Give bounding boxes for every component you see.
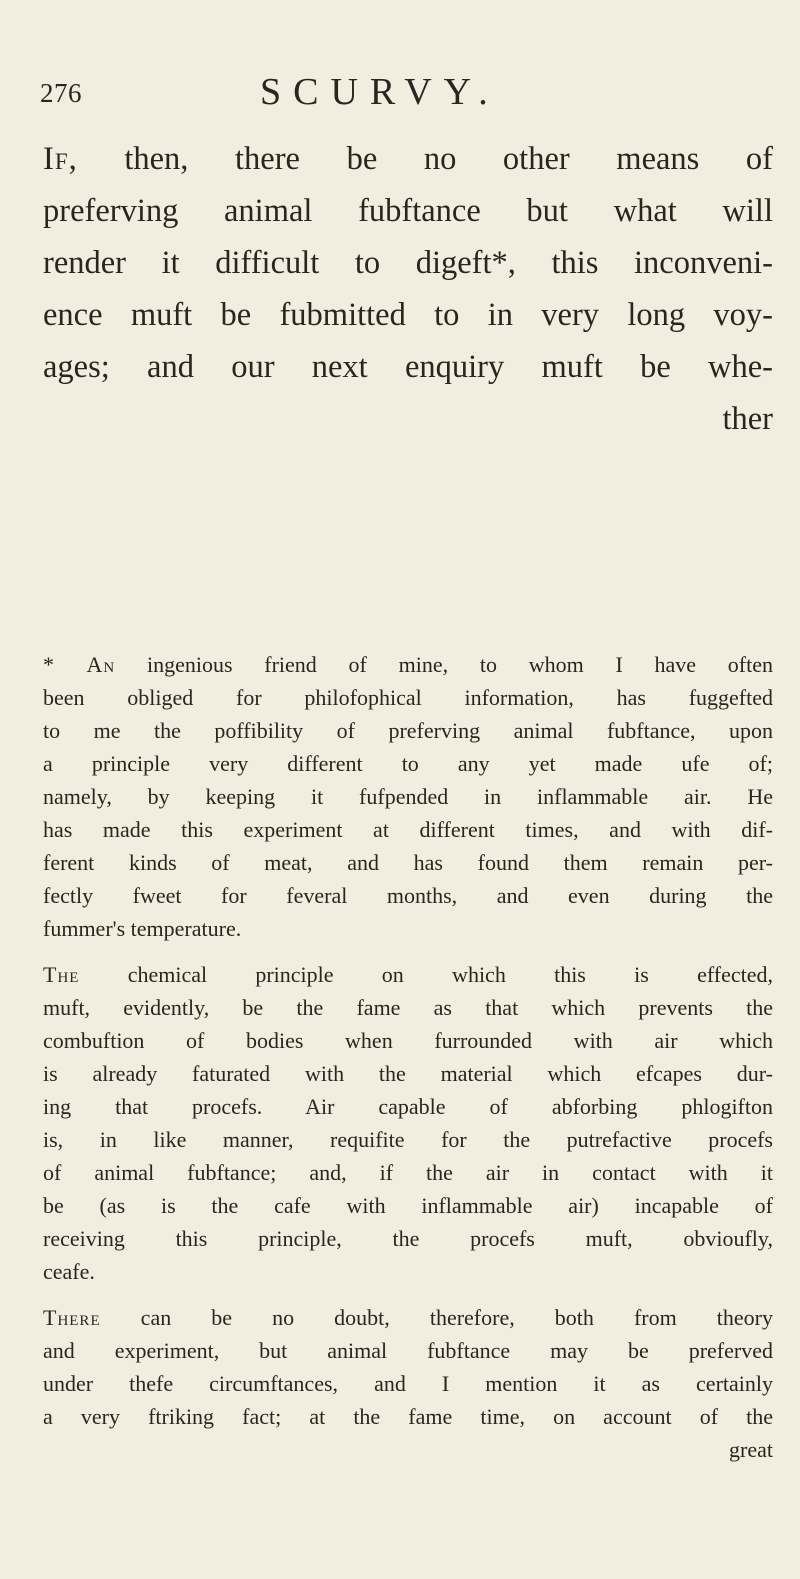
page-number: 276 <box>40 78 82 108</box>
footnote-line: been obliged for philofophical information, has fuggefted <box>43 685 773 710</box>
footnote-line: ing that procefs. Air capable of abforbing phlogifton <box>43 1094 773 1119</box>
body-line: ence muft be fubmitted to in very long voy- <box>43 297 773 333</box>
running-head <box>40 70 760 120</box>
footnote-line: There can be no doubt, therefore, both from theory <box>43 1305 773 1330</box>
footnote-line: under thefe circumftances, and I mention it as certainly <box>43 1371 773 1396</box>
body-line-last: ther <box>722 401 773 437</box>
body-line: render it difficult to digeft*, this inconveni- <box>43 245 773 281</box>
footnote-line: has made this experiment at different times, and with dif- <box>43 817 773 842</box>
footnote-line: combuftion of bodies when furrounded with air which <box>43 1028 773 1053</box>
footnote-line: fummer's temperature. <box>43 916 242 941</box>
main-body-text <box>43 133 773 445</box>
footnote-lead: * An <box>43 652 116 677</box>
footnote-lead: The <box>43 962 80 987</box>
footnote-line: is, in like manner, requifite for the putrefactive procefs <box>43 1127 773 1152</box>
footnote-line: to me the poffibility of preferving animal fubftance, upon <box>43 718 773 743</box>
footnote-paragraph <box>43 958 773 1288</box>
footnote-line: namely, by keeping it fufpended in inflammable air. He <box>43 784 773 809</box>
paragraph-spacer <box>43 945 773 958</box>
body-line: If, then, there be no other means of <box>43 141 773 177</box>
footnote-line: of animal fubftance; and, if the air in contact with it <box>43 1160 773 1185</box>
footnote-line: a very ftriking fact; at the fame time, on account of the <box>43 1404 773 1429</box>
lead-word: If, <box>43 141 78 177</box>
footnote-line: a principle very different to any yet made ufe of; <box>43 751 773 776</box>
paragraph-spacer <box>43 1288 773 1301</box>
footnote-line: receiving this principle, the procefs muft, obvioufly, <box>43 1226 773 1251</box>
footnote-line: and experiment, but animal fubftance may be preferved <box>43 1338 773 1363</box>
catchword: great <box>729 1437 773 1462</box>
footnote-paragraph <box>43 1301 773 1466</box>
footnote-line: ceafe. <box>43 1259 95 1284</box>
footnote-paragraph <box>43 648 773 945</box>
footnote-line: muft, evidently, be the fame as that which prevents the <box>43 995 773 1020</box>
footnote-line: The chemical principle on which this is effected, <box>43 962 773 987</box>
running-title: SCURVY. <box>260 71 500 113</box>
body-line: ages; and our next enquiry muft be whe- <box>43 349 773 385</box>
footnote-lead: There <box>43 1305 101 1330</box>
footnote-line: be (as is the cafe with inflammable air) incapable of <box>43 1193 773 1218</box>
body-line: preferving animal fubftance but what will <box>43 193 773 229</box>
footnote-line: ferent kinds of meat, and has found them remain per- <box>43 850 773 875</box>
footnote-line: * An ingenious friend of mine, to whom I have often <box>43 652 773 677</box>
footnote-line: fectly fweet for feveral months, and even during the <box>43 883 773 908</box>
footnote-line: is already faturated with the material which efcapes dur- <box>43 1061 773 1086</box>
footnote <box>43 648 773 1466</box>
